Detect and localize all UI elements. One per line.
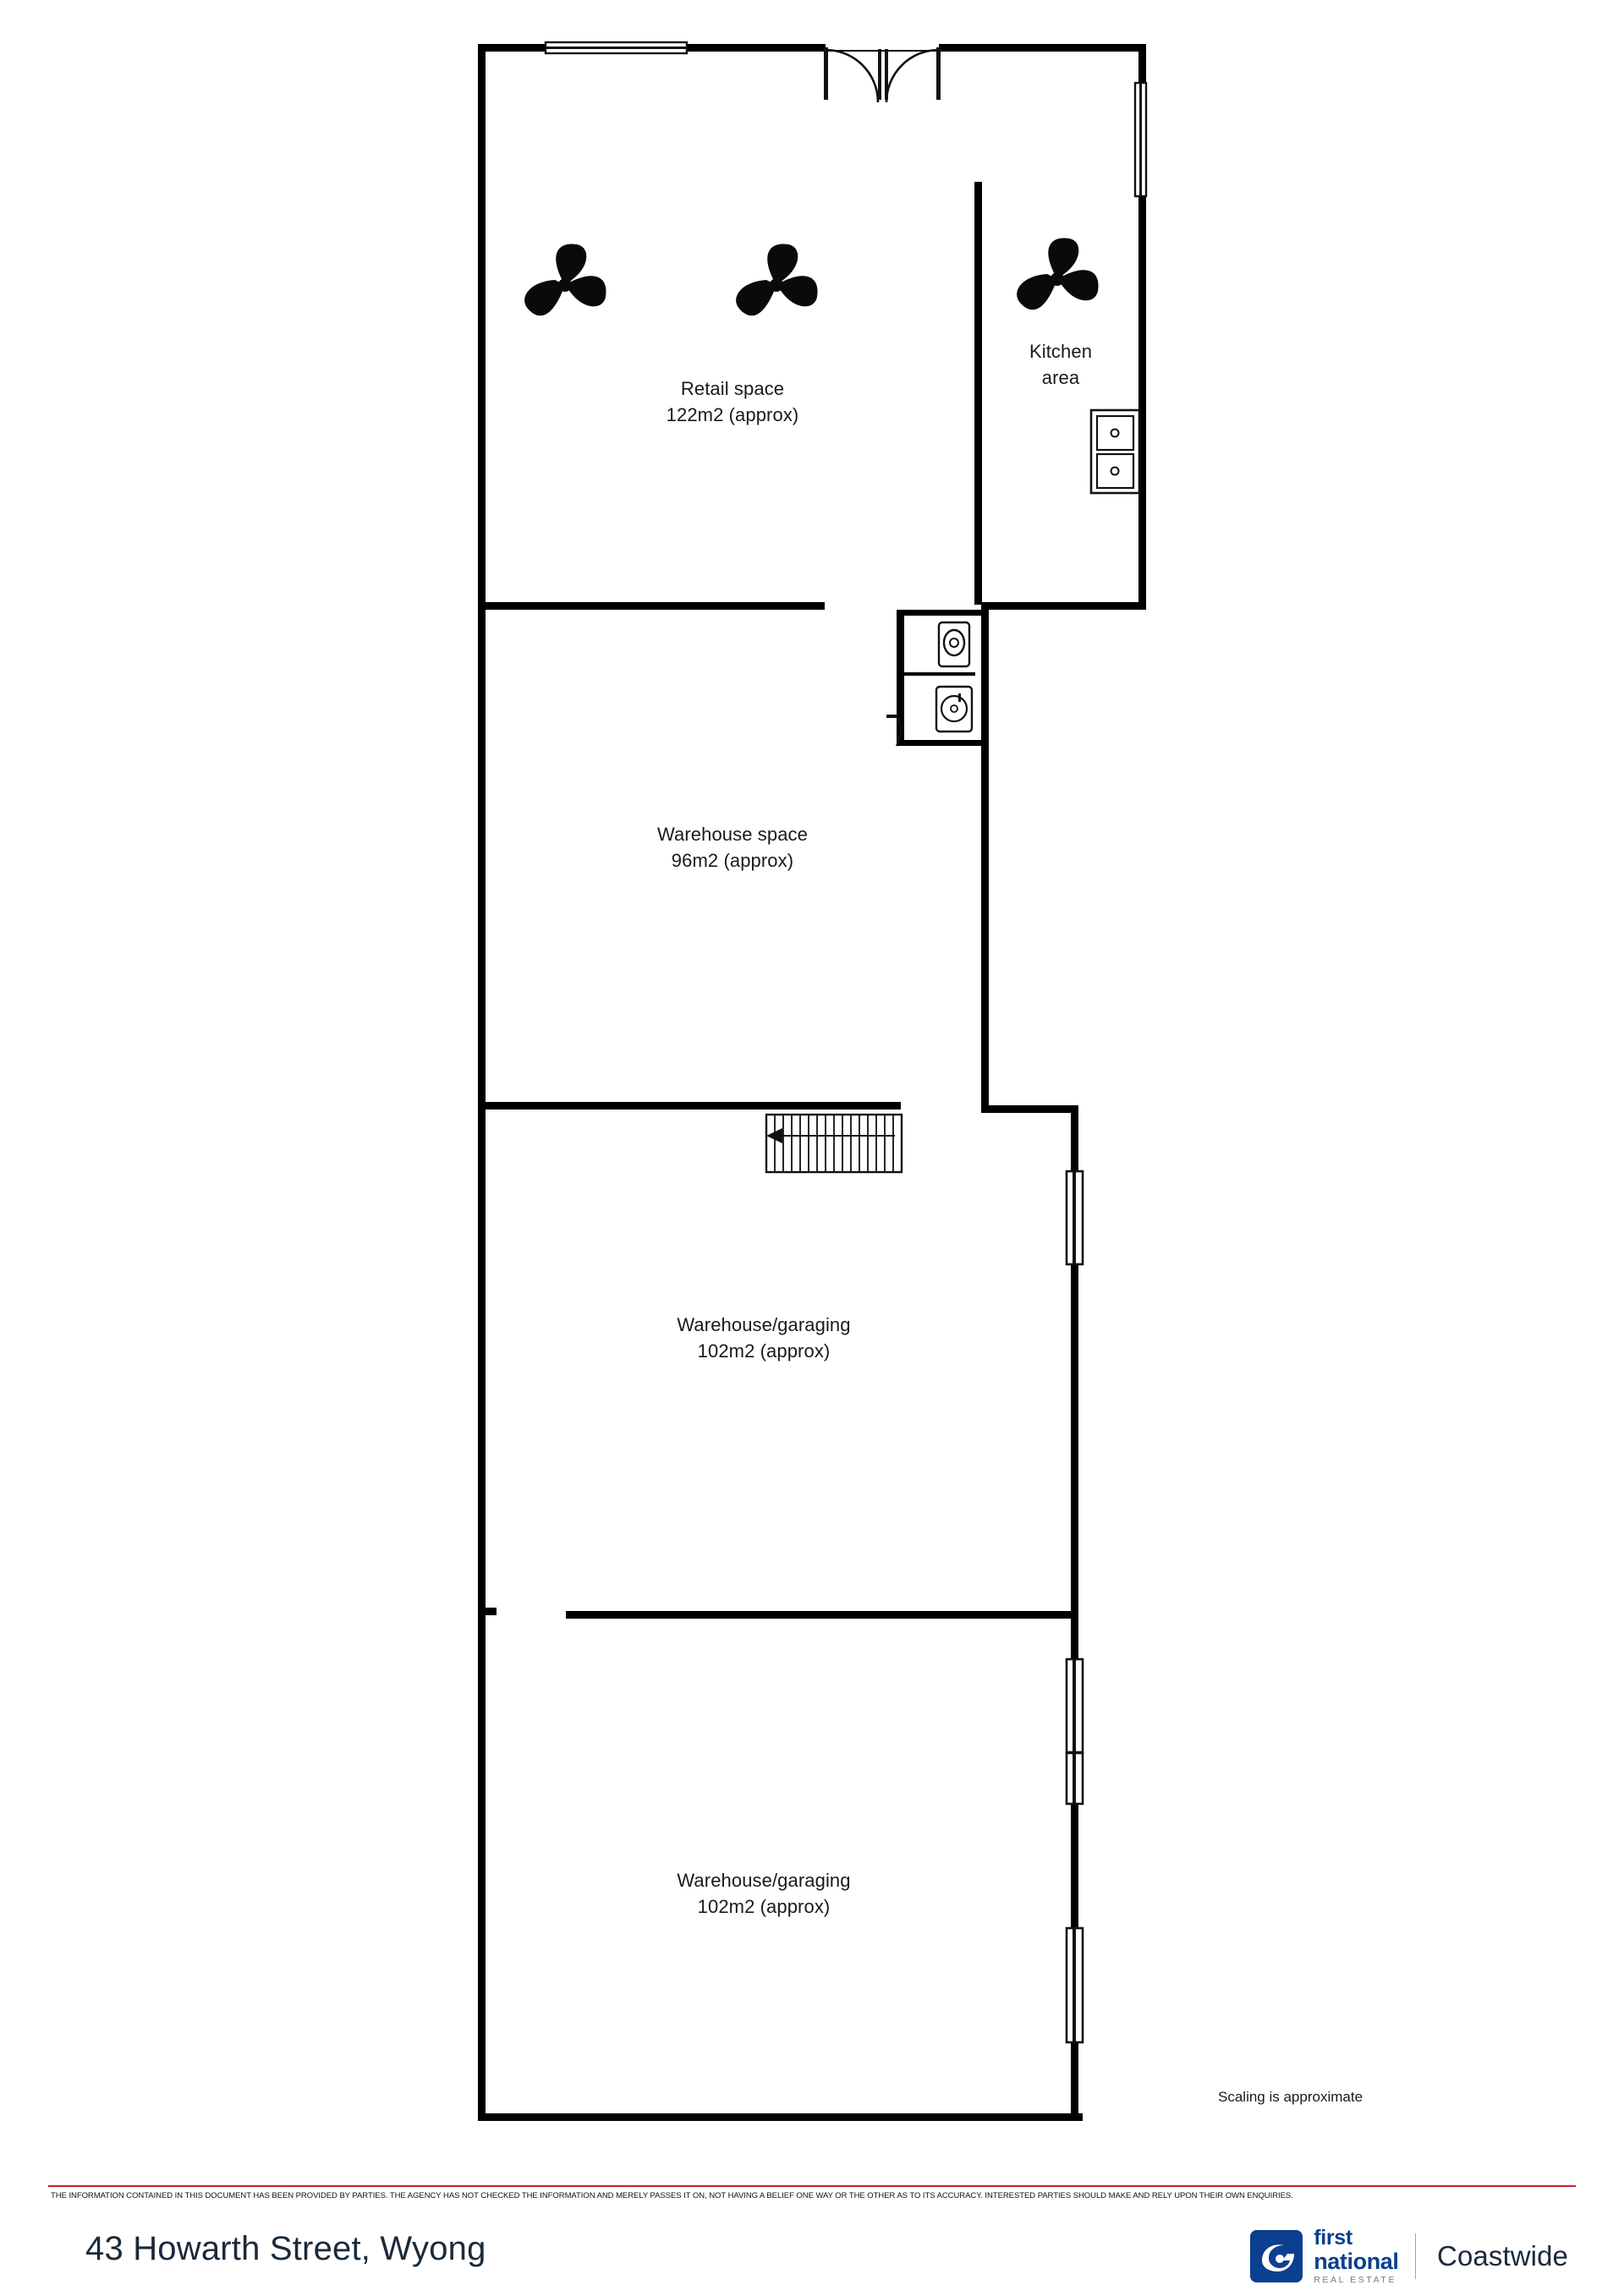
room-label-line2: 102m2 (approx) <box>697 1340 831 1362</box>
room-label-line1: Warehouse/garaging <box>677 1314 851 1335</box>
footer <box>0 2165 1624 2296</box>
ceiling-fan-3 <box>1017 238 1098 310</box>
stairs-icon <box>766 1115 902 1172</box>
roller-door-3 <box>1067 1753 1083 1804</box>
room-label-line2: area <box>1041 367 1080 389</box>
brand-name-line1: first <box>1314 2226 1352 2249</box>
room-label-warehouse-garaging-1 <box>677 1312 850 1364</box>
window-right-icon <box>1135 83 1146 196</box>
room-label-line2: 122m2 (approx) <box>666 404 799 426</box>
brand-block <box>1250 2228 1568 2285</box>
property-address: 43 Howarth Street, Wyong <box>85 2230 486 2267</box>
room-label-kitchen-area <box>1029 338 1092 391</box>
first-national-swirl-icon <box>1250 2230 1303 2282</box>
roller-door-1 <box>1067 1171 1083 1264</box>
room-label-line1: Kitchen <box>1029 341 1093 362</box>
brand-divider <box>1415 2233 1417 2279</box>
window-front-icon <box>546 42 687 53</box>
roller-door-4 <box>1067 1928 1083 2042</box>
brand-name-line2: national <box>1314 2249 1399 2274</box>
brand-office-name: Coastwide <box>1437 2239 1568 2271</box>
brand-wordmark <box>1314 2228 1398 2285</box>
room-label-warehouse-garaging-2 <box>677 1867 850 1920</box>
ceiling-fan-1 <box>524 244 606 315</box>
room-label-line1: Warehouse space <box>656 824 809 845</box>
room-label-retail-space <box>667 375 799 428</box>
room-label-line1: Retail space <box>680 378 785 399</box>
kitchen-sink-icon <box>1091 410 1139 493</box>
disclaimer-text: THE INFORMATION CONTAINED IN THIS DOCUMENT HAS BEEN PROVIDED BY PARTIES. THE AGENCY HAS NOT CHECKED THE INFORMATION AND MERELY PASSES IT ON, NOT HAVING A BELIEF ONE WAY OR THE OTHER AS TO ITS ACCURACY. INTERESTED PARTIES SHOULD MAKE AND RELY UPON THEIR OWN ENQUIRIES. <box>51 2191 1293 2200</box>
brand-tagline: REAL ESTATE <box>1314 2275 1397 2285</box>
room-label-line2: 96m2 (approx) <box>671 850 794 872</box>
wash-basin-icon <box>936 687 972 732</box>
roller-door-2 <box>1067 1659 1083 1752</box>
entry-double-door-icon <box>824 44 941 102</box>
toilet-icon <box>939 622 969 666</box>
room-label-line1: Warehouse/garaging <box>677 1870 851 1891</box>
room-label-line2: 102m2 (approx) <box>697 1896 831 1918</box>
scaling-note: Scaling is approximate <box>1218 2089 1363 2105</box>
ceiling-fan-2 <box>736 244 817 315</box>
room-label-warehouse-space <box>657 821 808 874</box>
footer-divider <box>48 2185 1576 2187</box>
